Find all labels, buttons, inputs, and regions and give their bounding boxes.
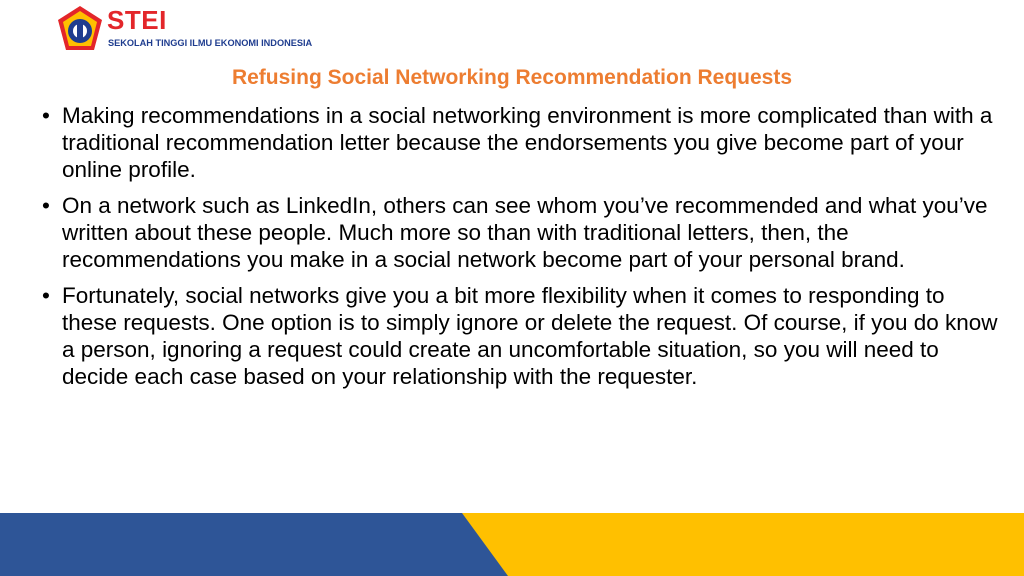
stei-emblem-icon <box>55 4 105 54</box>
slide-title: Refusing Social Networking Recommendation Requests <box>231 66 793 89</box>
logo-name: STEI <box>107 5 167 35</box>
bullet-text: Making recommendations in a social networking environment is more complicated than with a traditional recommendation letter because the endorsements you give become part of your online profile. <box>62 103 993 182</box>
bullet-dot-icon: • <box>42 103 50 128</box>
stei-logo <box>55 4 345 54</box>
logo-subtitle: SEKOLAH TINGGI ILMU EKONOMI INDONESIA <box>108 38 313 48</box>
footer-yellow-band <box>462 513 1024 576</box>
bullet-item <box>40 282 1002 390</box>
bullet-item <box>40 102 1002 183</box>
bullet-text: Fortunately, social networks give you a bit more flexibility when it comes to responding to these requests. One option is to simply ignore or delete the request. Of course, if you do know a person, ignoring a request could create an uncomfortable situation, so you will need to decide each case based on your relationship with the requester. <box>62 283 998 389</box>
bullet-list <box>40 102 1002 399</box>
bullet-text: On a network such as LinkedIn, others can see whom you’ve recommended and what you’ve written about these people. Much more so than with traditional letters, then, the recommendations you make in a social network become part of your personal brand. <box>62 193 988 272</box>
bullet-dot-icon: • <box>42 193 50 218</box>
footer-band <box>0 513 1024 576</box>
bullet-dot-icon: • <box>42 283 50 308</box>
bullet-item <box>40 192 1002 273</box>
